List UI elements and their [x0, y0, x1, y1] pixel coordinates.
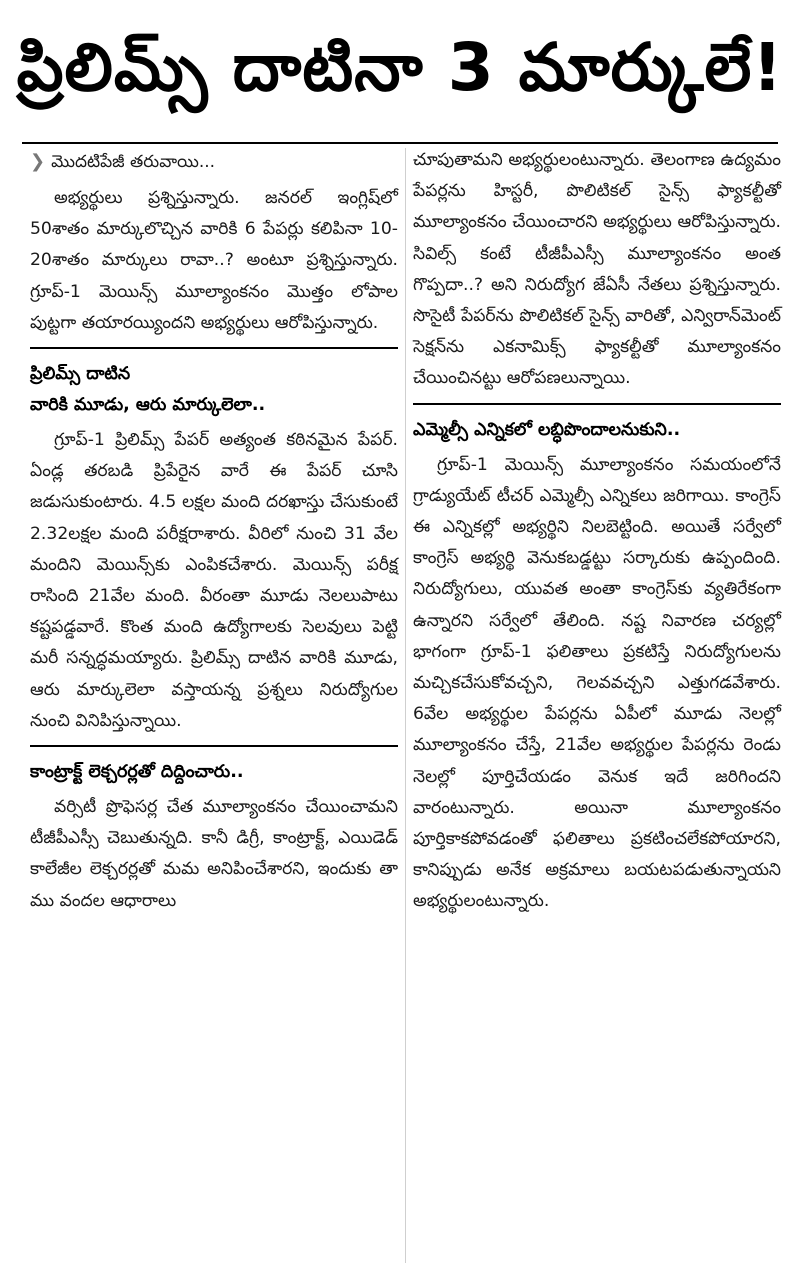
- paragraph: గ్రూప్-1 మెయిన్స్ మూల్యాంకనం సమయంలోనే గ్రాడ్యుయేట్ టీచర్ ఎమ్మెల్సీ ఎన్నికలు జరిగాయి. కాంగ్రెస్ ఈ ఎన్నికల్లో అభ్యర్థిని నిలబెట్టింది. అయితే సర్వేలో కాంగ్రెస్ అభ్యర్థి వెనుకబడ్డట్టు సర్కారుకు ఉప్పందింది. నిరుద్యోగులు, యువత అంతా కాంగ్రెస్‌కు వ్యతిరేకంగా ఉన్నారని సర్వేలో తేలింది. నష్ట నివారణ చర్యల్లో భాగంగా గ్రూప్-1 ఫలితాలు ప్రకటిస్తే నిరుద్యోగులను మచ్చికచేసుకోవచ్చని, గెలవవచ్చని ఎత్తుగడవేశారు. 6వేల అభ్యర్థుల పేపర్లను ఏపీలో మూడు నెలల్లో మూల్యాంకనం చేస్తే, 21వేల అభ్యర్థుల పేపర్లను రెండు నెలల్లో పూర్తిచేయడం వెనుక ఇదే జరిగిందని వారంటున్నారు. అయినా మూల్యాంకనం పూర్తికాకపోవడంతో ఫలితాలు ప్రకటించలేకపోయారని, కానిప్పుడు అనేక అక్రమాలు బయటపడుతున్నాయని అభ్యర్థులంటున్నారు.: [413, 454, 781, 912]
- chevron-right-icon: ❯: [30, 151, 46, 172]
- paragraph: అభ్యర్థులు ప్రశ్నిస్తున్నారు. జనరల్ ఇంగ్లిష్‌లో 50శాతం మార్కులొచ్చిన వారికి 6 పేపర్లు కలిపినా 10-20శాతం మార్కులు రావా..? అంటూ ప్రశ్నిస్తున్నారు. గ్రూప్-1 మెయిన్స్ మూల్యాంకనం మొత్తం లోపాల పుట్టగా తయారయ్యిందని అభ్యర్థులు ఆరోపిస్తున్నారు.: [30, 188, 398, 333]
- right-column: [413, 145, 781, 918]
- subheading: ఎమ్మెల్సీ ఎన్నికలో లబ్ధిపొందాలనుకుని..: [413, 419, 681, 440]
- left-column: [30, 145, 398, 917]
- subheading: కాంట్రాక్ట్ లెక్చరర్లతో దిద్దించారు..: [30, 762, 244, 783]
- column-divider: [405, 148, 406, 1263]
- paragraph: గ్రూప్-1 ప్రిలిమ్స్ పేపర్ అత్యంత కఠినమైన పేపర్. ఏండ్ల తరబడి ప్రిపేరైన వారే ఈ పేపర్ చూసి జడుసుకుంటారు. 4.5 లక్షల మంది దరఖాస్తు చేసుకుంటే 2.32లక్షల మంది పరీక్షరాశారు. వీరిలో నుంచి 31 వేల మందిని మెయిన్స్‌కు ఎంపికచేశారు. మెయిన్స్ పరీక్ష రాసింది 21వేల మంది. వీరంతా మూడు నెలలుపాటు కష్టపడ్డవారే. కొంత మంది ఉద్యోగాలకు సెలవులు పెట్టి మరీ సన్నద్ధమయ్యారు. ప్రిలిమ్స్ దాటిన వారికి మూడు, ఆరు మార్కులెలా వస్తాయన్న ప్రశ్నలు నిరుద్యోగుల నుంచి వినిపిస్తున్నాయి.: [30, 430, 398, 731]
- headline: ప్రిలిమ్స్ దాటినా 3 మార్కులే!: [16, 28, 784, 106]
- section-separator: [30, 347, 398, 349]
- section-separator: [30, 745, 398, 747]
- subheading-line: వారికి మూడు, ఆరు మార్కులెలా..: [30, 395, 266, 416]
- subheading: [30, 359, 398, 421]
- paragraph: చూపుతామని అభ్యర్థులంటున్నారు. తెలంగాణ ఉద్యమం పేపర్లను హిస్టరీ, పొలిటికల్ సైన్స్ ఫ్యాకల్టీతో మూల్యాంకనం చేయించారని అభ్యర్థులు ఆరోపిస్తున్నారు. సివిల్స్ కంటే టీజీపీఎస్సీ మూల్యాంకనం అంత గొప్పదా..? అని నిరుద్యోగ జేఏసీ నేతలు ప్రశ్నిస్తున్నారు. సొసైటీ పేపర్‌ను పొలిటికల్ సైన్స్ వారితో, ఎన్విరాన్‌మెంట్ సెక్షన్‌ను ఎకనామిక్స్ ఫ్యాకల్టీతో మూల్యాంకనం చేయించినట్టు ఆరోపణలున్నాయి.: [413, 150, 781, 389]
- continuation-text: మొదటిపేజీ తరువాయి...: [51, 152, 216, 172]
- section-separator: [413, 403, 781, 405]
- paragraph: వర్సిటీ ప్రొఫెసర్ల చేత మూల్యాంకనం చేయించామని టీజీపీఎస్సీ చెబుతున్నది. కానీ డిగ్రీ, కాంట్రాక్ట్, ఎయిడెడ్ కాలేజీల లెక్చరర్లతో మమ అనిపించేశారని, ఇందుకు తా ము వందల ఆధారాలు: [30, 797, 398, 911]
- continuation-note: [30, 145, 398, 179]
- headline-rule: [22, 142, 778, 144]
- subheading-line: ప్రిలిమ్స్ దాటిన: [30, 364, 131, 385]
